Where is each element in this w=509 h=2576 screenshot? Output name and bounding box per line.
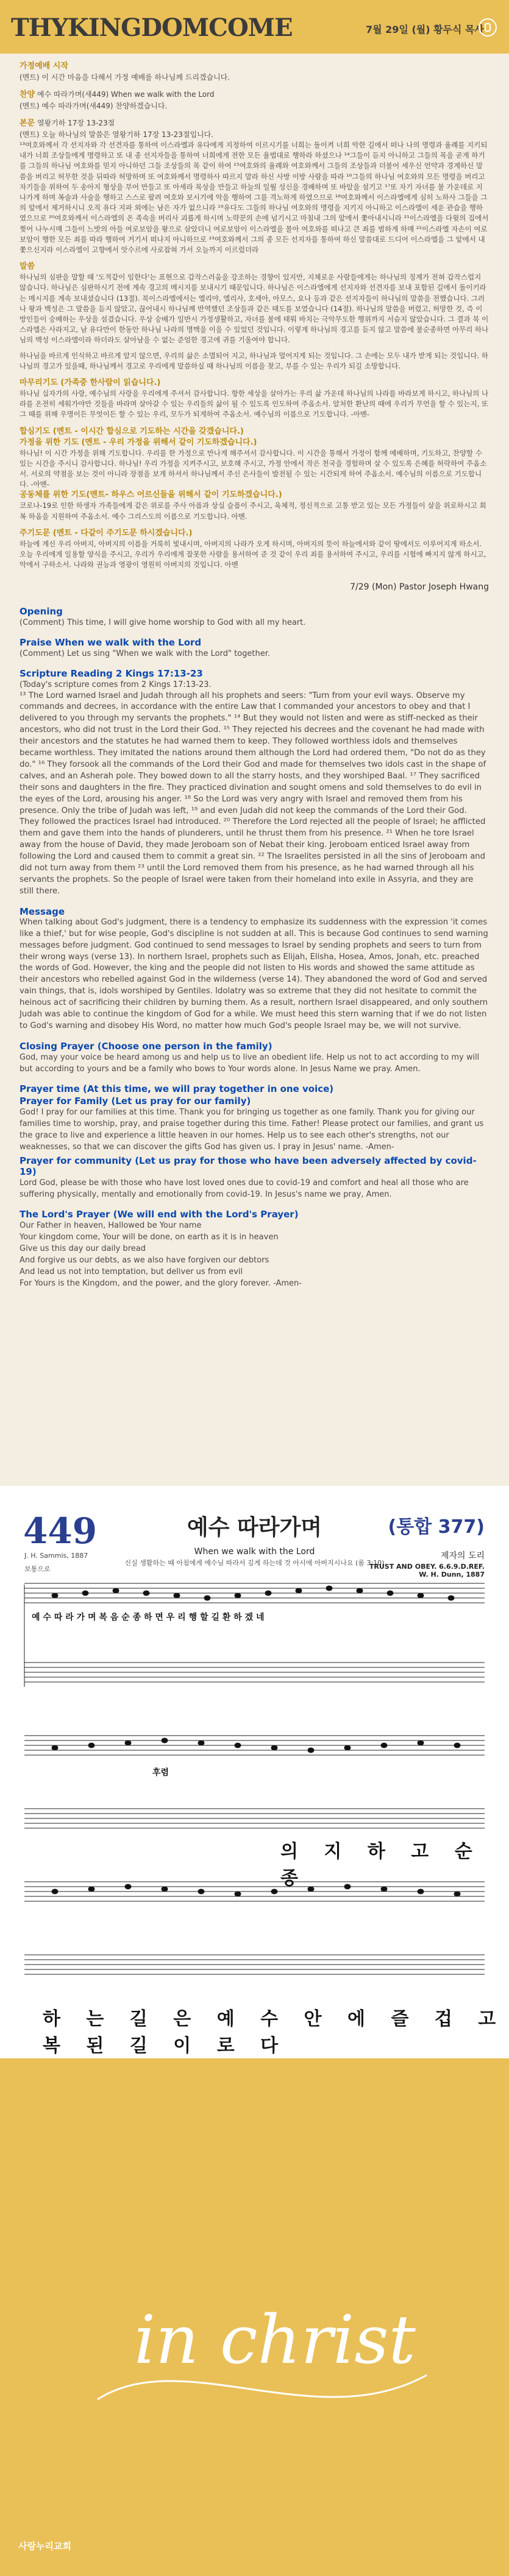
kr-closing-heading: 마무리기도 (가족중 한사람이 읽습니다.): [20, 378, 161, 388]
kr-scripture-intro: (멘트) 오늘 하나님의 말씀은 열왕기하 17장 13-23절입니다.: [20, 130, 214, 139]
en-closing-heading: Closing Prayer (Choose one person in the family): [20, 1040, 272, 1052]
kr-intercede1-text: 하나님! 이 시간 가정을 위해 기도합니다. 우리를 한 가정으로 만나게 해주셔서 감사합니다. 이 시간을 통해서 가정이 함께 예배하며, 기도하고, 찬양할 수 있는 시간을 주시니 감사합니다. 하나님! 우리 가정을 지켜주시고, 보호해 주시고, 가정 안에서 작은 천국을 경험하며 살 수 있도록 은혜를 허락하여 주옵소서. 서로의 약점을 보는 것이 아니라 장점을 보게 하셔서 하나님께서 주신 은사들이 발전될 수 있는 시간되게 하여 주옵소서. 예수님의 이름으로 기도합니다. -아멘-: [20, 448, 487, 489]
kr-closing-text: 하나님 십자가의 사랑, 예수님의 사랑을 우리에게 주셔서 감사합니다. 항한 세상을 살아가는 우리 삶 가운데 하나님의 나라를 바라보게 하시고, 하나님의 나라를 온전히 세워가야만 것들을 바라며 살아갈 수 있는 우리들의 삶이 될 수 있도록 인도하여 주옵소서. 알처한 환난의 때에 우리가 무언을 할 수 있는지, 또 그 때를 위해 우명이든 무엇이든 할 수 있는 우리, 모두가 되게하여 주옵소서. 예수님의 이름으로 기도합니다. -아멘-: [20, 389, 489, 419]
en-lords-line: Give us this day our daily bread: [20, 1244, 146, 1253]
hymn-tempo: 보통으로: [24, 1565, 51, 1573]
hymn-refrain-label: 후렴: [152, 1768, 169, 1778]
hymn-tune-name: TRUST AND OBEY. 6.6.9.D.REF.: [369, 1563, 485, 1571]
en-community-heading: Prayer for community (Let us pray for those who have been adversely affected by covid-19): [20, 1155, 477, 1177]
kr-opening-text: (멘트) 이 시간 마음을 다해서 가정 예배를 하나님께 드리겠습니다.: [20, 73, 230, 82]
en-message-text: When talking about God's judgment, there is a tendency to emphasize its suddenness with the expression 'it comes like a thief,' but for wise people, God's discipline is not sudden at all. This is because God continues to send warning messages before judgment. God continued to send messages to Israel by sending prophets and seers to turn from their wrong ways (verse 13). In northern Israel, prophets such as Elijah, Elisha, Hosea, Amos, Jonah, etc. preached the words of God. However, the king and the people did not listen to His words and showed the same attitude as their ancestors who rebelled against God in the wilderness (verse 14). They abandoned the word of God and served vain things, that is, idols worshiped by Gentiles. Idolatry was so extreme that they did not hesitate to commit the heinous act of sacrificing their children by burning them. As a result, northern Israel disappeared, and only southern Judah was able to continue the kingdom of God for a while. We must heed this stern warning that if we do not listen to God's warning and disobey His Word, no matter how much God's people Israel may be, we will not survive.: [20, 917, 488, 1030]
en-closing-text: God, may your voice be heard among us and help us to live an obedient life. Help us not to act according to my will but according to yours and be a family who bows to Your words alone. In Jesus Name we pray. Amen.: [20, 1052, 480, 1074]
en-lords-line: Our Father in heaven, Hallowed be Your name: [20, 1220, 202, 1230]
footer-banner: [0, 2058, 509, 2576]
in-christ-lettering: [0, 2058, 509, 2576]
en-message-heading: Message: [20, 906, 65, 917]
en-opening-heading: Opening: [20, 605, 63, 617]
hymn-lyricist: J. H. Sammis, 1887: [24, 1552, 88, 1560]
header-banner: [0, 0, 509, 54]
kr-lords-heading: 주기도문 (멘트 - 다같이 주기도문 하시겠습니다.): [20, 528, 193, 538]
en-scripture-intro: (Today's scripture comes from 2 Kings 17:13-23.: [20, 680, 212, 689]
kr-hymn-text: (멘트) 예수 따라가며(새449) 찬양하겠습니다.: [20, 102, 168, 110]
kr-opening-heading: 가정예배 시작: [20, 62, 68, 71]
kr-sermon: [20, 261, 489, 371]
kr-hymn-heading: 찬양: [20, 90, 35, 99]
hymn-sheet: [0, 1486, 509, 2058]
kr-intercede2-heading: 공동체를 위한 기도(멘트- 하우스 어르신들을 위해서 같이 기도하겠습니다.): [20, 490, 282, 500]
logo: THYKINGDOMCOME: [11, 13, 293, 42]
hymn-lyrics-line: 의 지 하 고 순 종: [280, 1841, 482, 1889]
en-community-text: Lord God, please be with those who have lost loved ones due to covid-19 and comfort and heal all those who are suffering physically, mentally and emotionally from covid-19. In Jesus's name we pray, Amen.: [20, 1178, 469, 1199]
en-family-text: God! I pray for our families at this time. Thank you for bringing us together as one family. Thank you for giving our families time to worship, pray, and praise together during this time. Father! Please protect our families, and grant us the grace to live and experience a little heaven in our homes. Help us to see each other's strengths, not our weaknesses, so that we can discover the gifts God has given us. I pray in Jesus' name. -Amen-: [20, 1107, 484, 1152]
kr-intercede: [20, 426, 489, 522]
kr-scripture: [20, 118, 489, 255]
hymn-number: 449: [23, 1510, 98, 1552]
en-opening-text: (Comment) This time, I will give home worship to God with all my heart.: [20, 618, 306, 627]
hymn-subtitle: When we walk with the Lord: [194, 1547, 315, 1557]
kr-scripture-heading: 본문: [20, 119, 35, 128]
staff-system: [24, 1882, 485, 1974]
en-lords-heading: The Lord's Prayer (We will end with the Lord's Prayer): [20, 1208, 299, 1220]
kr-hymn: [20, 89, 489, 111]
en-scripture-heading: Scripture Reading 2 Kings 17:13-23: [20, 667, 203, 679]
hymn-lyrics-line: 하 는 길 은 예 수 안 에 즐 겁 고 복 된 길 이 로 다: [43, 2008, 506, 2057]
kr-sermon-text: 하나님의 심판을 말할 때 '도적같이 임한다'는 표현으로 갑작스러움을 강조하는 경향이 있지만, 지체로운 사람들에게는 하나님의 징계가 전혀 갑작스럽지 않습니다. 하나님은 심판하시기 전에 계속 경고의 메시지를 보내시기 때문입니다. 하나님은 이스라엘에게 선지자와 선견자를 보내 포함된 길에서 돌이키라는 메시지를 계속 보내셨습니다 (13절). 북이스라엘에서는 엘리야, 엘리사, 호세아, 아모스, 요나 등과 같은 선지자들이 하나님의 말씀을 전했습니다. 그러나 왕과 백성은 그 말씀을 듣지 않았고, 끊어내시 하나님께 반역했던 조상들과 같은 태도를 보였습니다 (14절). 하나님의 말씀을 버렸고, 허망한 것, 즉 이방인들이 숭배하는 우상을 섬겼습니다. 우상 숭배가 일반시 가정생활하고, 자녀를 불에 태워 바치는 극악무도한 행위까지 서슴지 않았습니다. 그 결과 북 이스라엘은 사라지고, 남 유다만이 한동안 하나님 나라의 명맥을 이을 수 있었던 것입니다. 이렇게 하나님의 경고를 듣지 않고 말씀에 불순종하면 아무리 하나님의 백성 이스라엘이라 하더라도 살아남을 수 없는 준엄한 경고에 귀를 기울여야 합니다.: [20, 273, 489, 345]
hymn-tune-composer: W. H. Dunn, 1887: [419, 1571, 485, 1578]
pastor-signature: 7/29 (Mon) Pastor Joseph Hwang: [350, 582, 489, 592]
staff-notation: [0, 1486, 509, 2058]
kr-scripture-text: ¹³여호와께서 각 선지자와 각 선견자를 통하여 이스라엘과 유다에게 지정하여 이르시기를 너희는 돌이켜 너희 악한 길에서 떠나 나의 명령과 율례를 지키되 내가 너희 조상들에게 명령하고 또 내 종 선지자들을 통하여 너희에게 전한 모든 율법대로 행하라 하셨으나 ¹⁴그들이 듣지 아니하고 그들의 목을 곧게 하기를 그들의 하나님 여호와를 믿지 아니하던 그들 조상들의 목 같이 하여 ¹⁵여호와의 율례와 여호와께서 그들의 조상들과 더불어 세우신 언약과 경계하신 말씀을 버리고 허무한 것을 뒤따라 허망하며 또 여호와께서 명령하사 따르지 말라 하신 사방 이방 사람을 따라 ¹⁶그들의 하나님 여호와의 모든 명령을 버리고 자기들을 위하여 두 송아지 형상을 부어 만들고 또 아세라 목상을 만들고 하늘의 일월 성신을 경배하며 또 바알을 섬기고 ¹⁷또 자기 자녀를 불 가운데로 지나가게 하며 복술과 사술을 행하고 스스로 팔려 여호와 보시기에 악을 행하여 그를 격노하게 하였으므로 ¹⁸여호와께서 이스라엘에게 심히 노하사 그들을 그의 앞에서 제거하시니 오직 유다 지파 외에는 남은 자가 없으니라 ¹⁹유다도 그들의 하나님 여호와의 명령을 지키지 아니하고 이스라엘이 세운 관습을 행하였으므로 ²⁰여호와께서 이스라엘의 온 족속을 버리사 괴롭게 하시며 노략꾼의 손에 넘기시고 마침내 그의 앞에서 쫓아내시니라 ²¹이스라엘을 다윗의 집에서 찢어 나누시매 그들이 느밧의 아들 여로보암을 왕으로 삼았더니 여로보암이 이스라엘을 몰아 여호와를 떠나고 큰 죄를 범하게 하매 ²²이스라엘 자손이 여로보암이 행한 모든 죄를 따라 행하여 거기서 떠나지 아니하므로 ²³여호와께서 그의 종 모든 선지자를 통하여 하신 말씀대로 드디어 이스라엘을 그 앞에서 내쫓으신지라 이스라엘이 고향에서 앗수르에 사로잡혀 가서 오늘까지 이르렀더라: [20, 141, 489, 255]
en-scripture-text: ¹³ The Lord warned Israel and Judah through all his prophets and seers: "Turn from your evil ways. Observe my commands and decrees, in accordance with the entire Law that I commanded your ancestors to obey and that I delivered to you through my servants the prophets." ¹⁴ But they would not listen and were as stiff-necked as their ancestors, who did not trust in the Lord their God. ¹⁵ They rejected his decrees and the covenant he had made with their ancestors and the statutes he had warned them to keep. They followed worthless idols and themselves became worthless. They imitated the nations around them although the Lord had ordered them, "Do not do as they do." ¹⁶ They forsook all the commands of the Lord their God and made for themselves two idols cast in the shape of calves, and an Asherah pole. They bowed down to all the starry hosts, and they worshiped Baal. ¹⁷ They sacrificed their sons and daughters in the fire. They practiced divination and sought omens and sold themselves to do evil in the eyes of the Lord, arousing his anger. ¹⁸ So the Lord was very angry with Israel and removed them from his presence. Only the tribe of Judah was left, ¹⁹ and even Judah did not keep the commands of the Lord their God. They followed the practices Israel had introduced. ²⁰ Therefore the Lord rejected all the people of Israel; he afflicted them and gave them into the hands of plunderers, until he thrust them from his presence. ²¹ When he tore Israel away from the house of David, they made Jeroboam son of Nebat their king. Jeroboam enticed Israel away from following the Lord and caused them to commit a great sin. ²² The Israelites persisted in all the sins of Jeroboam and did not turn away from them ²³ until the Lord removed them from his presence, as he had warned through all his servants the prophets. So the people of Israel were taken from their homeland into exile in Assyria, and they are still there.: [20, 691, 486, 896]
kr-lords-prayer: [20, 528, 489, 571]
en-lords-line: And forgive us our debts, as we also have forgiven our debtors: [20, 1255, 269, 1265]
en-prayer-heading: Prayer time (At this time, we will pray together in one voice): [20, 1083, 334, 1094]
en-lords-line: For Yours is the Kingdom, and the power, and the glory forever. -Amen-: [20, 1278, 302, 1288]
church-name: 사랑누리교회: [18, 2541, 71, 2552]
main-content: [20, 61, 489, 1289]
en-lords-line: And lead us not into temptation, but deliver us from evil: [20, 1267, 243, 1276]
kr-hymn-title: 예수 따라가며(새449) When we walk with the Lord: [37, 90, 215, 99]
kr-scripture-ref: 열왕기하 17장 13-23절: [37, 119, 115, 127]
hymn-title: 예수 따라가며: [187, 1515, 322, 1540]
staff-system: [24, 1583, 485, 1687]
en-family-heading: Prayer for Family (Let us pray for our family): [20, 1095, 251, 1107]
app-icon[interactable]: [479, 18, 497, 37]
kr-sermon-text-2: 하나님을 바르게 인식하고 바르게 알지 않으면, 우리의 삶은 소멸되어 지고, 하나님과 멀어지게 되는 것입니다. 그 손에는 모두 내가 받게 되는 것입니다. 하나님의 경고가 있을때, 하나님께서 경고로 우리에게 말씀하실 때 하나님의 이름을 찾고, 부를 수 있는 우리가 되길 소망합니다.: [20, 351, 489, 370]
in-christ-lettering-text: in christ: [134, 2301, 416, 2379]
hymn-lyrics-line: 예 수 따 라 가 며 복 음 순 종 하 면 우 리 행 할 길 환 하 겠 네: [32, 1613, 265, 1622]
hymn-theme: 제자의 도리: [440, 1551, 485, 1561]
kr-closing: [20, 378, 489, 420]
en-praise-heading: Praise When we walk with the Lord: [20, 636, 202, 648]
kr-sermon-heading: 말씀: [20, 262, 35, 272]
en-lords-line: Your kingdom come, Your will be done, on earth as it is in heaven: [20, 1232, 279, 1242]
staff-system: [24, 1736, 485, 1828]
kr-intercede1-heading: 가정을 위한 기도 (멘트 - 우리 가정을 위해서 같이 기도하겠습니다.): [20, 437, 257, 447]
hymn-subtitle-2: 신실 생활하는 때 아침에게 예수님 따라서 깊게 하는데 것 아시에 아버지시나요 (롬 3:10): [124, 1559, 385, 1567]
kr-lords-text: 하늘에 계신 우리 아버지, 아버지의 이름을 거룩히 빛내시며, 아버지의 나라가 오게 하시며, 아버지의 뜻이 하늘에서와 같이 땅에서도 이루어지게 하소서. 오늘 우리에게 일용할 양식을 주시고, 우리가 우리에게 잘못한 사람을 용서하여 준 것 같이 우리 죄를 용서하여 주시고, 우리를 시험에 빠지지 않게 하시고, 악에서 구하소서. 나라와 권능과 영광이 영원히 아버지의 것입니다. 아멘: [20, 539, 486, 569]
en-praise-text: (Comment) Let us sing "When we walk with the Lord" together.: [20, 649, 270, 658]
flourish-stroke: [98, 2375, 427, 2399]
kr-opening: [20, 61, 489, 83]
kr-intercede-heading: 합심기도 (멘트 - 이시간 합심으로 기도하는 시간을 갖겠습니다.): [20, 426, 244, 436]
date-author: 7월 29일 (월) 황두식 목사: [366, 24, 484, 35]
hymn-old-number: (통합 377): [388, 1516, 485, 1538]
kr-intercede2-text: 코로나-19로 인한 하생자 가족들에게 같은 위로를 주사 아픔과 상실 슬픔이 주시고, 육체적, 정신적으로 고통 받고 있는 모든 가정들이 살을 위로하시고 회복 하옵을 지원하여 주옵소서. 예수 그리스도의 이름으로 기도합니다. 아멘.: [20, 501, 486, 521]
